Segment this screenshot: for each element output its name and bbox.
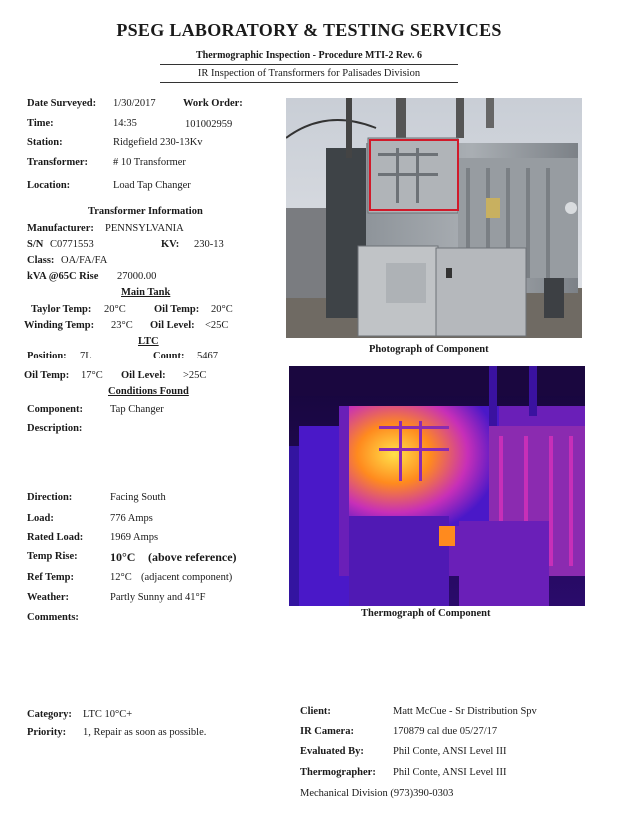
manufacturer-value: PENNSYLVANIA — [105, 223, 184, 234]
work-order-value: 101002959 — [185, 119, 233, 130]
class-label: Class: — [27, 255, 55, 266]
sn-label: S/N — [27, 239, 44, 250]
temp-rise-note: (above reference) — [148, 550, 237, 564]
thermograph-caption: Thermograph of Component — [361, 608, 491, 619]
taylor-temp-label: Taylor Temp: — [31, 304, 92, 315]
main-tank-heading: Main Tank — [121, 287, 171, 298]
transformer-label: Transformer: — [27, 157, 89, 168]
ltc-heading: LTC — [138, 336, 159, 347]
transformer-value: # 10 Transformer — [113, 157, 186, 168]
main-oil-temp-label: Oil Temp: — [154, 304, 200, 315]
component-value: Tap Changer — [110, 404, 164, 415]
weather-label: Weather: — [27, 592, 69, 603]
ltc-oil-level-value: >25C — [183, 370, 207, 381]
main-oil-level-label: Oil Level: — [150, 320, 195, 331]
conditions-heading: Conditions Found — [108, 386, 189, 397]
rated-load-label: Rated Load: — [27, 532, 84, 543]
class-value: OA/FA/FA — [61, 255, 108, 266]
division-contact: Mechanical Division (973)390-0303 — [300, 788, 454, 799]
header-rule-bottom — [160, 82, 458, 83]
ltc-position-value: 7L — [80, 351, 92, 358]
thermographer-value: Phil Conte, ANSI Level III — [393, 767, 507, 778]
thermographer-label: Thermographer: — [300, 767, 376, 778]
time-value: 14:35 — [113, 118, 137, 129]
component-photograph — [286, 98, 582, 338]
evaluated-by-label: Evaluated By: — [300, 746, 364, 757]
load-label: Load: — [27, 513, 54, 524]
direction-value: Facing South — [110, 492, 166, 503]
ref-temp-note: (adjacent component) — [141, 572, 233, 583]
priority-value: 1, Repair as soon as possible. — [83, 727, 207, 738]
description-label: Description: — [27, 423, 83, 434]
ltc-position-label: Position: — [27, 351, 67, 358]
load-value: 776 Amps — [110, 513, 153, 524]
ir-camera-label: IR Camera: — [300, 726, 354, 737]
location-value: Load Tap Changer — [113, 180, 191, 191]
report-title: PSEG LABORATORY & TESTING SERVICES — [116, 20, 502, 40]
kv-label: KV: — [161, 239, 180, 250]
temp-rise-value: 10°C — [110, 550, 136, 564]
winding-temp-value: 23°C — [111, 320, 133, 331]
temp-rise-label: Temp Rise: — [27, 551, 78, 562]
photograph-caption: Photograph of Component — [369, 344, 489, 355]
evaluated-by-value: Phil Conte, ANSI Level III — [393, 746, 507, 757]
station-value: Ridgefield 230-13Kv — [113, 137, 203, 148]
kva-value: 27000.00 — [117, 271, 157, 282]
work-order-label: Work Order: — [183, 98, 243, 109]
photograph-image — [286, 98, 582, 338]
priority-label: Priority: — [27, 727, 67, 738]
report-subtitle-2: IR Inspection of Transformers for Palisades Division — [197, 68, 421, 79]
ltc-count-label: Count: — [153, 351, 185, 358]
ref-temp-label: Ref Temp: — [27, 572, 74, 583]
comments-label: Comments: — [27, 612, 79, 623]
ltc-oil-temp-label: Oil Temp: — [24, 370, 70, 381]
location-label: Location: — [27, 180, 71, 191]
manufacturer-label: Manufacturer: — [27, 223, 94, 234]
ltc-count-value: 5467 — [197, 351, 218, 358]
kva-label: kVA @65C Rise — [27, 271, 99, 282]
date-surveyed-value: 1/30/2017 — [113, 98, 156, 109]
header-rule-top — [160, 64, 458, 65]
rated-load-value: 1969 Amps — [110, 532, 159, 543]
weather-value: Partly Sunny and 41°F — [110, 592, 206, 603]
sn-value: C0771553 — [50, 239, 94, 250]
report-subtitle: Thermographic Inspection - Procedure MTI-2 Rev. 6 — [195, 50, 422, 61]
client-label: Client: — [300, 706, 331, 717]
client-value: Matt McCue - Sr Distribution Spv — [393, 706, 537, 717]
winding-temp-label: Winding Temp: — [24, 320, 95, 331]
date-surveyed-label: Date Surveyed: — [27, 98, 97, 109]
direction-label: Direction: — [27, 492, 73, 503]
category-value: LTC 10°C+ — [83, 709, 133, 720]
ir-camera-value: 170879 cal due 05/27/17 — [393, 726, 498, 737]
ltc-oil-temp-value: 17°C — [81, 370, 103, 381]
thermograph-image — [289, 366, 585, 606]
component-thermograph — [289, 366, 585, 606]
transformer-info-heading: Transformer Information — [88, 206, 203, 217]
main-oil-temp-value: 20°C — [211, 304, 233, 315]
kv-value: 230-13 — [194, 239, 224, 250]
time-label: Time: — [27, 118, 54, 129]
component-label: Component: — [27, 404, 84, 415]
ltc-position-row — [0, 349, 280, 358]
main-oil-level-value: <25C — [205, 320, 229, 331]
ltc-oil-level-label: Oil Level: — [121, 370, 166, 381]
category-label: Category: — [27, 709, 72, 720]
taylor-temp-value: 20°C — [104, 304, 126, 315]
station-label: Station: — [27, 137, 63, 148]
ref-temp-value: 12°C — [110, 572, 132, 583]
